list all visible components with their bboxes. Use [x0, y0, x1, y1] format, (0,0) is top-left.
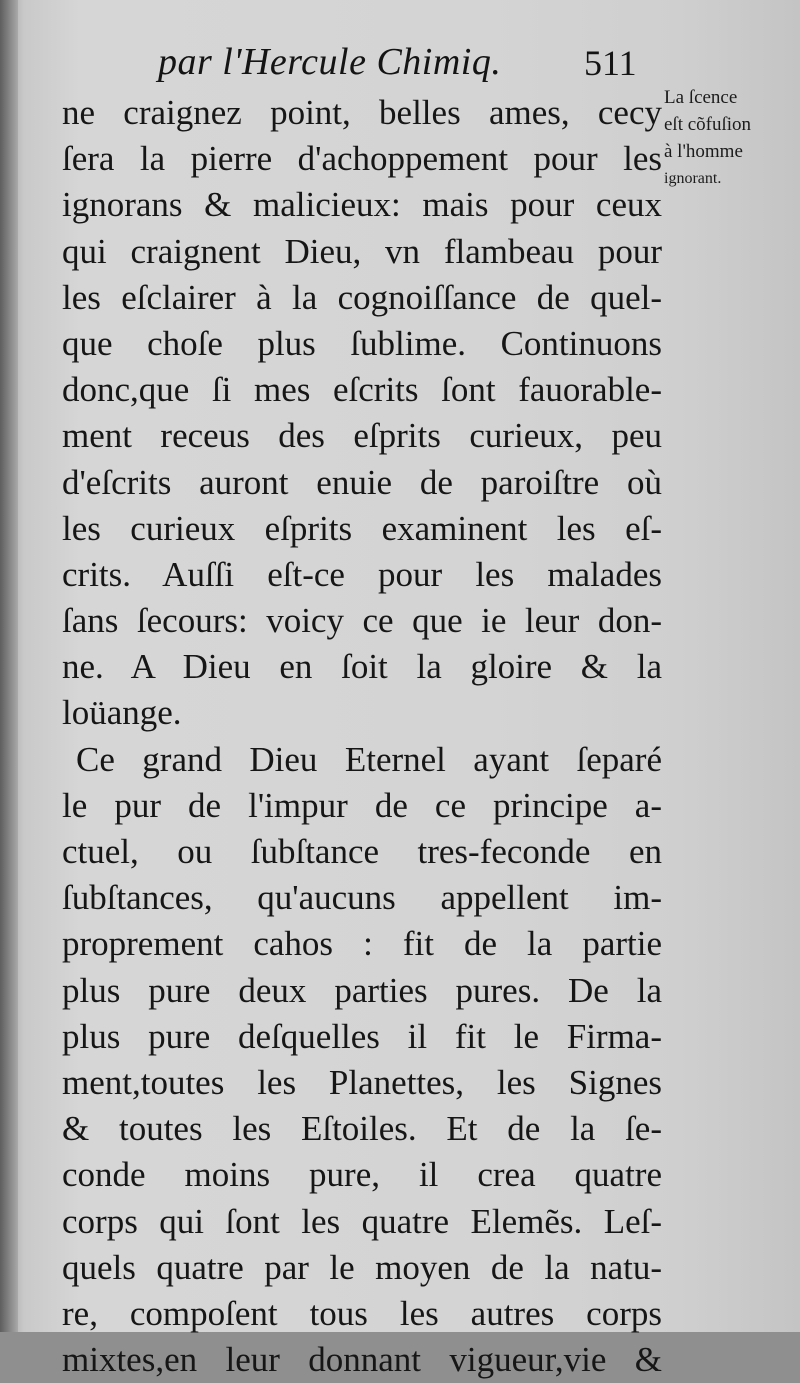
- text-line: qui craignent Dieu, vn flambeau pour: [62, 231, 662, 271]
- book-spine-shadow: [0, 0, 18, 1332]
- marginal-note-line: à l'homme: [664, 141, 743, 162]
- text-line: les curieux eſprits examinent les eſ-: [62, 508, 662, 548]
- text-line: ne craignez point, belles ames, cecy: [62, 93, 662, 132]
- marginal-note: [664, 84, 798, 192]
- text-line: loüange.: [62, 693, 182, 733]
- text-line: donc,que ſi mes eſcrits ſont fauorable-: [62, 370, 662, 410]
- text-line: le pur de l'impur de ce principe a-: [62, 785, 662, 825]
- text-line: & toutes les Eſtoiles. Et de la ſe-: [62, 1109, 662, 1149]
- text-line: ſubſtances, qu'aucuns appellent im-: [62, 878, 662, 918]
- text-line: ſans ſecours: voicy ce que ie leur don-: [62, 601, 662, 641]
- marginal-note-line: eſt cõfuſion: [664, 114, 752, 135]
- text-line: ne. A Dieu en ſoit la gloire & la: [62, 647, 662, 687]
- text-line: proprement cahos : fit de la partie: [62, 924, 662, 964]
- text-line: corps qui ſont les quatre Elemẽs. Leſ-: [62, 1201, 662, 1241]
- text-line: ment,toutes les Planettes, les Signes: [62, 1062, 662, 1102]
- marginal-note-line: La ſcence: [664, 87, 738, 108]
- text-line: Ce grand Dieu Eternel ayant ſeparé: [76, 739, 662, 779]
- text-line: ment receus des eſprits curieux, peu: [62, 416, 662, 456]
- text-line: mixtes,en leur donnant vigueur,vie &: [62, 1340, 662, 1380]
- text-line: ctuel, ou ſubſtance tres-feconde en: [62, 832, 662, 871]
- text-line: conde moins pure, il crea quatre: [62, 1155, 662, 1195]
- text-line: crits. Auſſi eſt-ce pour les malades: [62, 554, 662, 594]
- body-text: [62, 90, 662, 1383]
- text-line: les eſclairer à la cognoiſſance de quel-: [62, 277, 662, 317]
- text-line: d'eſcrits auront enuie de paroiſtre où: [62, 462, 662, 502]
- text-line: quels quatre par le moyen de la natu-: [62, 1247, 662, 1287]
- text-line: que choſe plus ſublime. Continuons: [62, 323, 662, 363]
- text-line: re, compoſent tous les autres corps: [62, 1293, 662, 1333]
- text-line: ignorans & malicieux: mais pour ceux: [62, 185, 662, 225]
- page-header: [0, 40, 800, 90]
- text-line: plus pure deſquelles il fit le Firma-: [62, 1016, 662, 1056]
- running-title: par l'Hercule Chimiq.: [158, 41, 502, 83]
- text-line: plus pure deux parties pures. De la: [62, 970, 662, 1010]
- text-line: ſera la pierre d'achoppement pour les: [62, 139, 662, 179]
- marginal-note-line: ignorant.: [664, 170, 722, 187]
- page-number: 511: [584, 43, 637, 83]
